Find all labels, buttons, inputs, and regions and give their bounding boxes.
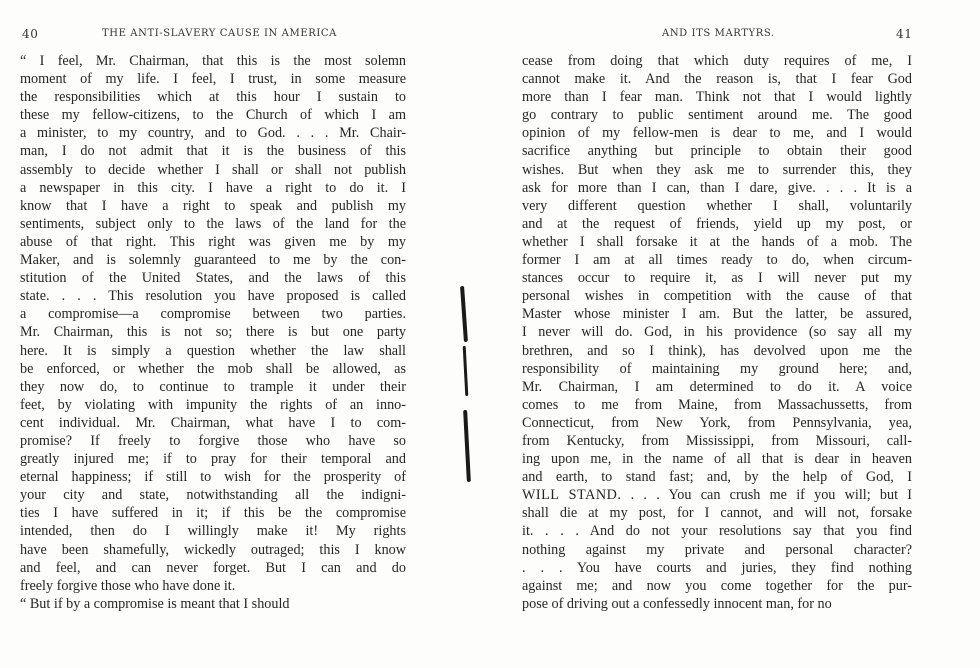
- text-line: ing upon me, in the name of all that is dear in heaven: [522, 451, 912, 468]
- text-line: cannot make it. And the reason is, that I fear God: [522, 71, 912, 88]
- text-line: a newspaper in this city. I have a right to do it. I: [20, 179, 406, 196]
- text-line: state. . . . This resolution you have proposed is called: [20, 288, 406, 305]
- text-line: cent individual. Mr. Chairman, what have I to com-: [20, 414, 406, 431]
- text-line: intended, then do I willingly make it! My rights: [20, 523, 406, 540]
- text-line: shall die at my post, for I cannot, and will not, forsake: [522, 505, 912, 522]
- text-line: pose of driving out a confessedly innocent man, for no: [522, 595, 832, 612]
- text-line: freely forgive those who have done it.: [20, 577, 236, 594]
- text-line: feet, by violating with impunity the rights of an inno-: [20, 396, 406, 413]
- text-line: they now do, to continue to trample it under their: [20, 378, 406, 395]
- text-line: sentiments, subject only to the laws of the land for the: [20, 215, 406, 232]
- text-line: Maker, and is solemnly guaranteed to me by the con-: [20, 252, 406, 269]
- text-line: brethren, and so I think), has devolved upon me the: [522, 342, 912, 359]
- text-line: ties I have suffered in it; if this be the compromise: [20, 505, 406, 522]
- right-page: [500, 0, 980, 668]
- text-line: I never will do. God, in his providence (so say all my: [522, 324, 912, 341]
- text-line: Mr. Chairman, I am determined to do it. A voice: [522, 378, 912, 395]
- text-line: have been shamefully, wickedly outraged; this I know: [20, 541, 406, 558]
- text-line: “ But if by a compromise is meant that I should: [20, 595, 290, 612]
- text-line: know that I have a right to speak and publish my: [20, 197, 406, 214]
- left-page-number: 40: [22, 27, 39, 41]
- text-line: “ I feel, Mr. Chairman, that this is the most solemn: [20, 53, 406, 69]
- gutter-shadow-mark: [460, 286, 468, 342]
- text-line: stances occur to require it, as I will never put my: [522, 270, 912, 287]
- text-line: more than I fear man. Think not that I would lightly: [522, 89, 912, 106]
- text-line: here. It is simply a question whether the law shall: [20, 342, 406, 359]
- right-page-body-text: [522, 52, 912, 613]
- text-line: a minister, to my country, and to God. . . . Mr. Chair-: [20, 125, 406, 142]
- text-line: assembly to decide whether I shall or shall not publish: [20, 161, 406, 178]
- text-line: these my fellow-citizens, to the Church of which I am: [20, 107, 406, 124]
- text-line: and feel, and can never forget. But I can and do: [20, 559, 406, 576]
- gutter-shadow-mark: [463, 410, 471, 482]
- text-line: promise? If freely to forgive those who have so: [20, 432, 406, 449]
- text-line: greatly injured me; if to pray for their temporal and: [20, 451, 406, 468]
- text-line: stitution of the United States, and the laws of this: [20, 270, 406, 287]
- text-line: and earth, to stand fast; and, by the help of God, I: [522, 469, 912, 486]
- text-line: opinion of my fellow-men is dear to me, and I would: [522, 125, 912, 142]
- right-running-head: AND ITS MARTYRS.: [662, 28, 775, 39]
- text-line: man, I do not admit that it is the business of this: [20, 143, 406, 160]
- text-line: ask for more than I can, than I dare, give. . . . It is a: [522, 179, 912, 196]
- text-line: former I am at all times ready to do, when circum-: [522, 252, 912, 269]
- text-line: the responsibilities which at this hour I sustain to: [20, 89, 406, 106]
- left-page-body-text: [20, 52, 406, 613]
- left-running-head: THE ANTI-SLAVERY CAUSE IN AMERICA: [102, 28, 337, 39]
- text-line: responsibility of maintaining my ground here; and,: [522, 360, 912, 377]
- text-line: Master whose minister I am. But the latter, be assured,: [522, 306, 912, 323]
- text-line: eternal happiness; if still to wish for the prosperity of: [20, 469, 406, 486]
- text-line: against me; and now you come together for the pur-: [522, 577, 912, 594]
- text-line: be enforced, or whether the mob shall be allowed, as: [20, 360, 406, 377]
- text-line: go contrary to public sentiment around me. The good: [522, 107, 912, 124]
- text-line: Mr. Chairman, this is not so; there is but one party: [20, 324, 406, 341]
- text-line: it. . . . And do not your resolutions say that you find: [522, 523, 912, 540]
- text-line: from Kentucky, from Mississippi, from Missouri, call-: [522, 432, 912, 449]
- text-line: . . . You have courts and juries, they find nothing: [522, 559, 912, 576]
- text-line: personal wishes in competition with the cause of that: [522, 288, 912, 305]
- text-line: a compromise—a compromise between two parties.: [20, 306, 406, 323]
- text-line: comes to me from Maine, from Massachussetts, from: [522, 396, 912, 413]
- text-line: very different question whether I shall, voluntarily: [522, 197, 912, 214]
- text-line: WILL STAND. . . . You can crush me if you will; but I: [522, 487, 912, 504]
- text-line: nothing against my private and personal character?: [522, 541, 912, 558]
- text-line: abuse of that right. This right was given me by my: [20, 233, 406, 250]
- text-line: your city and state, notwithstanding all the indigni-: [20, 487, 406, 504]
- text-line: and at the request of friends, yield up my post, or: [522, 215, 912, 232]
- gutter-shadow-mark: [463, 346, 469, 396]
- text-line: sacrifice anything but principle to obtain their good: [522, 143, 912, 160]
- text-line: Connecticut, from New York, from Pennsylvania, yea,: [522, 414, 912, 431]
- book-gutter: [440, 0, 500, 668]
- right-page-number: 41: [896, 27, 913, 41]
- text-line: wishes. But when they ask me to surrender this, they: [522, 161, 912, 178]
- text-line: cease from doing that which duty requires of me, I: [522, 53, 912, 69]
- left-page: [0, 0, 440, 668]
- text-line: moment of my life. I feel, I trust, in some measure: [20, 71, 406, 88]
- text-line: whether I shall forsake it at the hands of a mob. The: [522, 233, 912, 250]
